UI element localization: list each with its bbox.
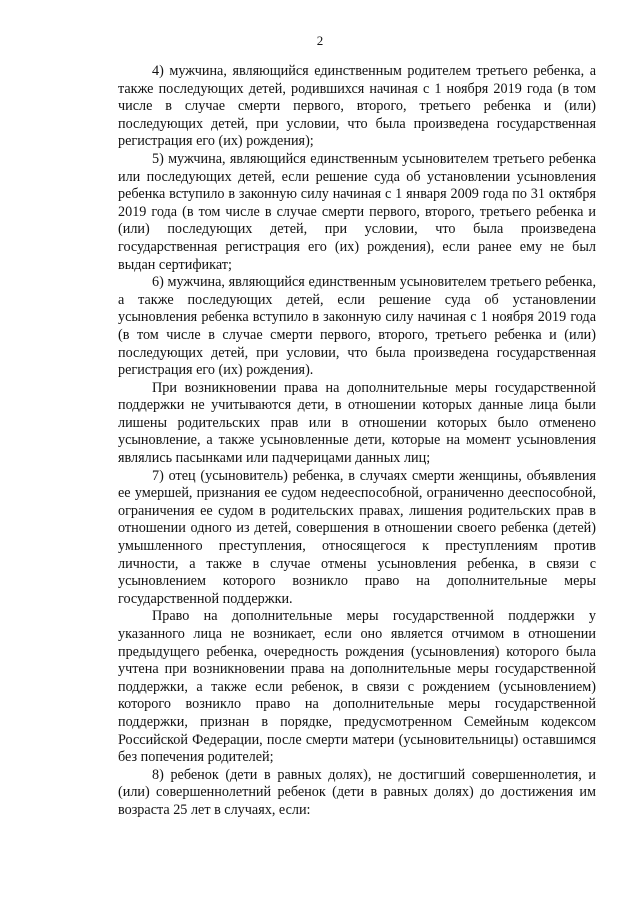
paragraph-item-7: 7) отец (усыновитель) ребенка, в случаях смерти женщины, объявления ее умершей, признания ее судом недееспособной, ограниченно дееспособной, ограничения ее судом в родительских правах, лишения родительских прав в отношении одного из детей, совершения в отношении своего ребенка (детей) умышленного преступления, относящегося к преступлениям против личности, а также в случае отмены усыновления ребенка, в связи с усыновлением которого возникло право на дополнительные меры государственной поддержки. bbox=[118, 467, 596, 607]
document-body bbox=[118, 63, 596, 820]
page-number: 2 bbox=[316, 33, 324, 48]
paragraph-stepfather-note: Право на дополнительные меры государственной поддержки у указанного лица не возникает, если оно является отчимом в отношении предыдущего ребенка, очередность рождения (усыновления) которого была учтена при возникновении права на дополнительные меры государственной поддержки, а также если ребенок, в связи с рождением (усыновлением) которого возникло право на дополнительные меры государственной поддержки, признан в порядке, предусмотренном Семейным кодексом Российской Федерации, после смерти матери (усыновительницы) оставшимся без попечения родителей; bbox=[118, 608, 596, 766]
paragraph-item-4: 4) мужчина, являющийся единственным родителем третьего ребенка, а также последующих детей, родившихся начиная с 1 ноября 2019 года (в том числе в случае смерти первого, второго, третьего ребенка и (или) последующих детей, при условии, что была произведена государственная регистрация его (их) рождения); bbox=[118, 63, 596, 150]
paragraph-item-6: 6) мужчина, являющийся единственным усыновителем третьего ребенка, а также последующих детей, если решение суда об установлении усыновления ребенка вступило в законную силу начиная с 1 ноября 2019 года (в том числе в случае смерти первого, второго, третьего ребенка и (или) последующих детей, при условии, что была произведена государственная регистрация его (их) рождения). bbox=[118, 274, 596, 379]
paragraph-exclusion-note: При возникновении права на дополнительные меры государственной поддержки не учитываются дети, в отношении которых данные лица были лишены родительских прав или в отношении которых было отменено усыновление, а также усыновленные дети, которые на момент усыновления являлись пасынками или падчерицами данных лиц; bbox=[118, 379, 596, 467]
paragraph-item-5: 5) мужчина, являющийся единственным усыновителем третьего ребенка или последующих детей, если решение суда об установлении усыновления ребенка вступило в законную силу начиная с 1 января 2009 года по 31 октября 2019 года (в том числе в случае смерти первого, второго, третьего ребенка и (или) последующих детей, при условии, что была произведена государственная регистрация его (их) рождения), если ранее ему не был выдан сертификат; bbox=[118, 150, 596, 273]
paragraph-item-8: 8) ребенок (дети в равных долях), не достигший совершеннолетия, и (или) совершеннолетний ребенок (дети в равных долях) до достижения им возраста 25 лет в случаях, если: bbox=[118, 766, 596, 818]
